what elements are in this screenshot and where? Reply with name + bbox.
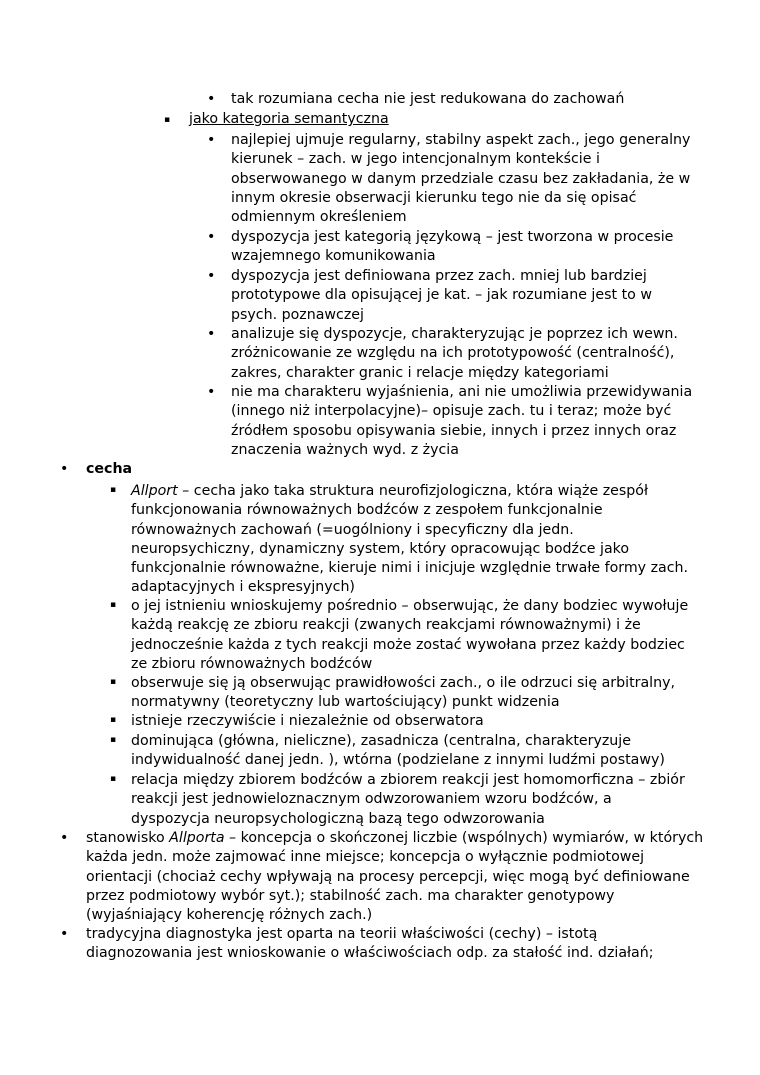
list-item [207,325,701,383]
list-item [207,267,701,325]
list-item [110,712,691,731]
section-subheading: jako kategoria semantyczna [189,111,389,127]
section-heading [60,460,706,479]
list-item-text: dyspozycja jest kategorią językową – jest tworzona w procesie wzajemnego komunikowania [231,229,674,265]
list-item-text: o jej istnieniu wnioskujemy pośrednio – obserwując, że dany bodziec wywołuje każdą reakcję ze zbioru reakcji (zwanych reakcjami równoważnymi) i że jednocześnie każda z tych reakcji może zostać wywołana przez każdy bodziec ze zbioru równoważnych bodźców [131,598,689,672]
list-item [110,771,691,829]
square-bullet-icon: ▪ [110,485,117,495]
square-bullet-icon: ▪ [110,677,117,687]
square-bullet-icon: ▪ [110,735,117,745]
list-item [110,597,691,674]
square-bullet-icon: ▪ [110,774,117,784]
list-item-text: tak rozumiana cecha nie jest redukowana do zachowań [231,91,625,107]
list-item-text: dominująca (główna, nieliczne), zasadnicza (centralna, charakteryzuje indywidualność danej jedn. ), wtórna (podzielane z innymi ludźmi postawy) [131,733,665,769]
list-item [110,674,691,713]
bullet-icon: • [207,384,216,400]
bullet-icon: • [207,91,216,107]
list-item [110,732,691,771]
list-item-text: analizuje się dyspozycje, charakteryzując je poprzez ich wewn. zróżnicowanie ze względu na ich prototypowość (centralność), zakres, charakter granic i relacje między kategoriami [231,326,678,381]
list-item-text: nie ma charakteru wyjaśnienia, ani nie umożliwia przewidywania (innego niż interpolacyjne)– opisuje zach. tu i teraz; może być źródłem sposobu opisywania siebie, innych i przez innych oraz znaczenia ważnych wyd. z życia [231,384,693,458]
author-name: Allport [131,483,178,499]
list-item [207,383,701,460]
bullet-icon: • [60,461,69,477]
list-item-text: – koncepcja o skończonej liczbie (wspólnych) wymiarów, w których każda jedn. może zajmować inne miejsce; koncepcja o wyłącznie podmiotowej orientacji (chociaż cechy wpływają na procesy percepcji, więc mogą być definiowane przez podmiotowy wybór syt.); stabilność zach. ma charakter genotypowy (wyjaśniający koherencję różnych zach.) [86,830,704,924]
heading-text: cecha [86,461,133,477]
bullet-icon: • [207,229,216,245]
square-bullet-icon: ▪ [110,600,117,610]
list-item [207,90,701,109]
list-item-text: najlepiej ujmuje regularny, stabilny aspekt zach., jego generalny kierunek – zach. w jego intencjonalnym kontekście i obserwowanego w danym przedziale czasu bez zakładania, że w innym okresie obserwacji kierunku tego nie da się opisać odmiennym określeniem [231,132,691,226]
list-item [60,925,706,964]
list-item-text: obserwuje się ją obserwując prawidłowości zach., o ile odrzuci się arbitralny, normatywny (teoretyczny lub wartościujący) punkt widzenia [131,675,675,711]
bullet-icon: • [207,326,216,342]
list-item-text: dyspozycja jest definiowana przez zach. mniej lub bardziej prototypowe dla opisującej je kat. – jak rozumiane jest to w psych. poznawczej [231,268,652,323]
bullet-icon: • [60,830,69,846]
author-name: Allporta [169,830,225,846]
bullet-icon: • [60,926,69,942]
square-bullet-icon: ▪ [110,715,117,725]
list-item-text: tradycyjna diagnostyka jest oparta na teorii właściwości (cechy) – istotą diagnozowania jest wnioskowanie o właściwościach odp. za stałość ind. działań; [86,926,654,962]
list-item [207,131,701,227]
bullet-icon: • [207,268,216,284]
list-item [110,482,691,598]
list-item-text: – cecha jako taka struktura neurofizjologiczna, która wiąże zespół funkcjonowania równoważnych bodźców z zespołem funkcjonalnie równoważnych zachowań (=uogólniony i specyficzny dla jedn. neuropsychiczny, dynamiczny system, który opracowując bodźce jako funkcjonalnie równoważne, kieruje nimi i inicjuje względnie trwałe formy zach. adaptacyjnych i ekspresyjnych) [131,483,689,596]
list-item [60,829,706,925]
square-bullet-icon: ▪ [164,115,171,125]
list-item-text: relacja między zbiorem bodźców a zbiorem reakcji jest homomorficzna – zbiór reakcji jest jednowieloznacznym odwzorowaniem wzoru bodźców, a dyspozycja neuropsychologiczną bazą tego odwzorowania [131,772,685,827]
bullet-icon: • [207,132,216,148]
list-item [207,228,701,267]
list-item-prefix: stanowisko [86,830,170,846]
list-item-text: istnieje rzeczywiście i niezależnie od obserwatora [131,713,484,729]
